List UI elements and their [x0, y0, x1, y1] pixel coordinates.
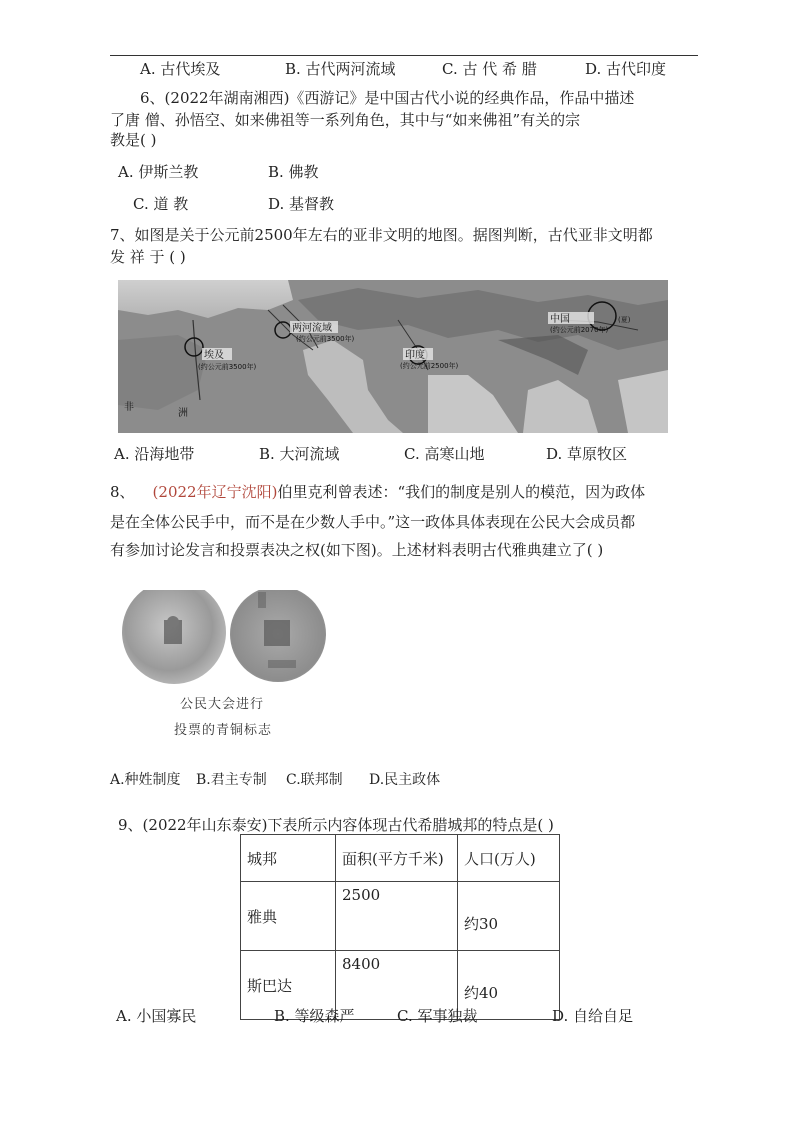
table-header-row	[241, 835, 560, 882]
table-header-cell: 城邦	[241, 835, 336, 882]
q9-option-a[interactable]: A. 小国寡民	[116, 1007, 197, 1025]
table-header-cell: 人口(万人)	[458, 835, 560, 882]
q6-line2: 了唐 僧、孙悟空、如来佛祖等一系列角色，其中与“如来佛祖”有关的宗	[110, 111, 581, 129]
map-label-mesopotamia: 两河流域	[292, 323, 332, 334]
table-cell: 斯巴达	[241, 951, 336, 1020]
q8-line1	[110, 480, 645, 504]
q7-option-c[interactable]: C. 高寒山地	[404, 445, 485, 463]
q8-line2: 是在全体公民手中，而不是在少数人手中。”这一政体具体表现在公民大会成员都	[110, 513, 636, 531]
city-state-table	[240, 834, 560, 1020]
image-caption-line1: 公民大会进行	[180, 697, 265, 712]
table-header-cell: 面积(平方千米)	[336, 835, 458, 882]
q8-option-d[interactable]: D.民主政体	[369, 772, 441, 788]
q6-option-a[interactable]: A. 伊斯兰教	[118, 163, 199, 181]
q9-option-d[interactable]: D. 自给自足	[552, 1007, 634, 1025]
map-graphic	[118, 280, 668, 433]
q7-option-a[interactable]: A. 沿海地带	[114, 445, 195, 463]
q7-line2: 发 祥 于 ( )	[110, 248, 186, 266]
q8-option-c[interactable]: C.联邦制	[286, 772, 343, 788]
q6-line1: 6、(2022年湖南湘西)《西游记》是中国古代小说的经典作品，作品中描述	[140, 89, 635, 107]
q7-option-b[interactable]: B. 大河流域	[259, 445, 340, 463]
map-label-egypt: 埃及	[204, 350, 224, 361]
q9-line1: 9、(2022年山东泰安)下表所示内容体现古代希腊城邦的特点是( )	[118, 816, 554, 834]
q8-source: (2022年辽宁沈阳)	[152, 483, 278, 501]
civilization-map	[118, 280, 668, 433]
prev-option-b[interactable]: B. 古代两河流域	[285, 60, 396, 78]
prev-option-a[interactable]: A. 古代埃及	[140, 60, 221, 78]
table-cell: 约30	[458, 882, 560, 951]
map-date-china: (约公元前2070年)	[550, 326, 609, 334]
q8-option-a[interactable]: A.种姓制度	[110, 772, 181, 788]
q6-line3: 教是( )	[110, 131, 157, 149]
q9-option-c[interactable]: C. 军事独裁	[397, 1007, 478, 1025]
map-label-china: 中国	[550, 314, 570, 325]
table-cell: 雅典	[241, 882, 336, 951]
image-caption-line2: 投票的青铜标志	[174, 723, 273, 738]
map-label-africa-2: 洲	[178, 408, 188, 419]
map-date-india: (约公元前2500年)	[400, 362, 459, 370]
top-rule	[110, 55, 698, 56]
prev-option-d[interactable]: D. 古代印度	[585, 60, 667, 78]
q6-option-d[interactable]: D. 基督教	[268, 195, 335, 213]
map-label-xia: (夏)	[618, 316, 631, 324]
map-date-egypt: (约公元前3500年)	[198, 363, 257, 371]
bronze-voting-tokens-image	[118, 590, 330, 750]
q8-line3: 有参加讨论发言和投票表决之权(如下图)。上述材料表明古代雅典建立了( )	[110, 541, 604, 559]
q7-option-d[interactable]: D. 草原牧区	[546, 445, 628, 463]
map-label-india: 印度	[405, 350, 425, 361]
map-label-africa-1: 非	[124, 402, 134, 413]
q9-option-b[interactable]: B. 等级森严	[274, 1007, 355, 1025]
prev-option-c[interactable]: C. 古 代 希 腊	[442, 60, 537, 78]
table-row	[241, 882, 560, 951]
q7-line1: 7、如图是关于公元前2500年左右的亚非文明的地图。据图判断，古代亚非文明都	[110, 226, 653, 244]
q8-number: 8、	[110, 483, 135, 501]
q6-option-b[interactable]: B. 佛教	[268, 163, 319, 181]
q8-option-b[interactable]: B.君主专制	[196, 772, 267, 788]
map-date-mesopotamia: (约公元前3500年)	[296, 335, 355, 343]
table-cell: 约40	[458, 951, 560, 1020]
table-cell: 2500	[336, 882, 458, 951]
table-cell: 8400	[336, 951, 458, 1020]
q8-line1-text: 伯里克利曾表述：“我们的制度是别人的模范，因为政体	[277, 483, 646, 501]
q6-option-c[interactable]: C. 道 教	[133, 195, 189, 213]
